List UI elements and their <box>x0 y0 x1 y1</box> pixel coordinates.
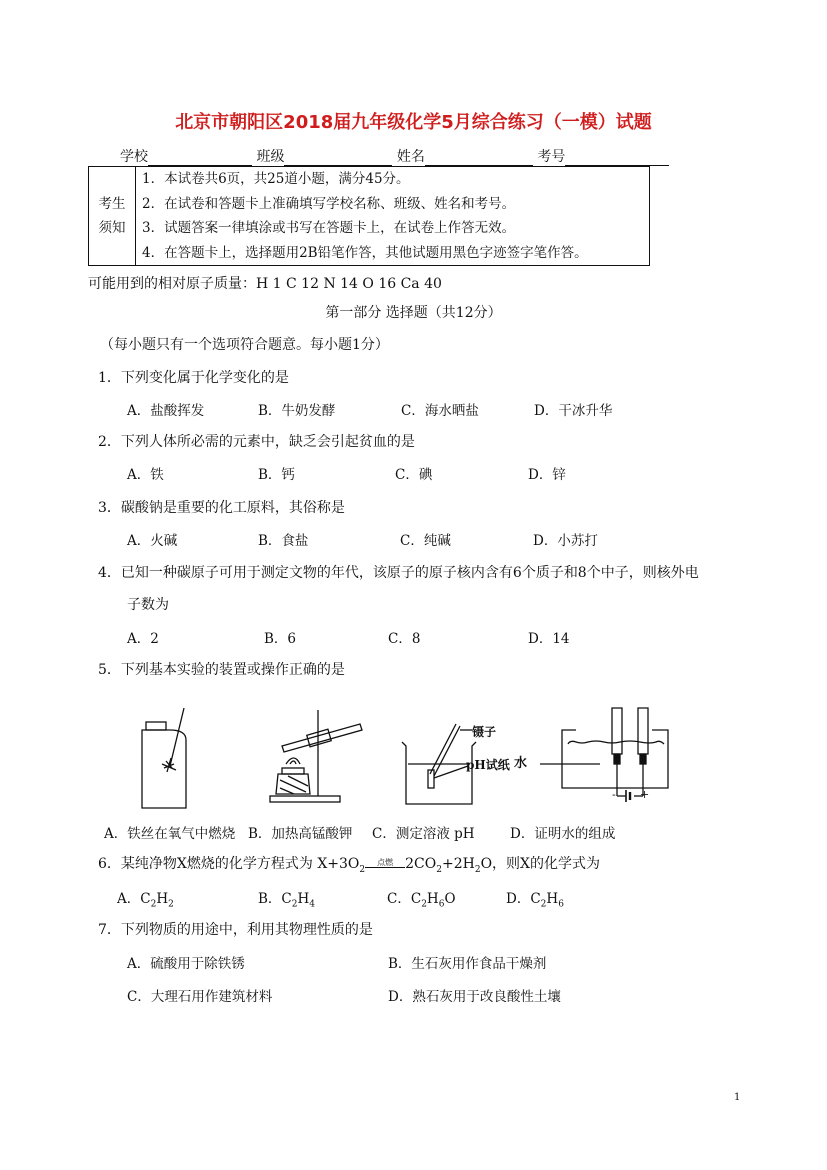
question-5-stem: 5．下列基本实验的装置或操作正确的是 <box>98 662 345 678</box>
bottle-neck <box>146 722 166 730</box>
test-tube <box>282 724 362 752</box>
notice-items <box>136 167 650 266</box>
part1-note: （每小题只有一个选项符合题意。每小题1分） <box>100 337 389 353</box>
stand-base <box>270 796 340 802</box>
field-class-line[interactable] <box>284 151 392 166</box>
question-4-stem: 4．已知一种碳原子可用于测定文物的年代，该原子的原子核内含有6个质子和8个中子，则核外电 <box>98 565 699 581</box>
iron-wire <box>170 708 184 766</box>
student-info-fields <box>120 146 669 166</box>
test-tube-left <box>612 708 622 754</box>
q7-option-b[interactable]: B．生石灰用作食品干燥剂 <box>388 956 547 972</box>
field-id-label: 考号 <box>537 149 566 165</box>
q3-option-a[interactable]: A．火碱 <box>127 533 178 549</box>
water-surface <box>568 741 664 744</box>
q4-option-b[interactable]: B．6 <box>264 631 297 647</box>
label-tweezers: 镊子 <box>472 725 497 739</box>
q4-option-a[interactable]: A．2 <box>127 631 159 647</box>
notice-item: 2．在试卷和答题卡上准确填写学校名称、班级、姓名和考号。 <box>142 195 516 212</box>
label-water: 水 <box>514 756 528 771</box>
q7-option-d[interactable]: D．熟石灰用于改良酸性土壤 <box>388 989 561 1005</box>
q2-option-d[interactable]: D．锌 <box>528 467 566 483</box>
q6-option-c[interactable]: C．$C_2H_6O$ <box>387 891 456 910</box>
q4-option-c[interactable]: C．8 <box>388 631 421 647</box>
notice-item: 4．在答题卡上，选择题用2B铅笔作答，其他试题用黑色字迹签字笔作答。 <box>142 244 588 261</box>
q2-option-b[interactable]: B．钙 <box>258 467 295 483</box>
field-school-label: 学校 <box>120 149 148 165</box>
atomic-mass-line: 可能用到的相对原子质量：H 1 C 12 N 14 O 16 Ca 40 <box>88 276 442 292</box>
beaker <box>402 742 476 804</box>
label-plus: + <box>640 788 650 801</box>
q6-option-a[interactable]: A．$C_2H_2$ <box>117 891 174 910</box>
question-3-stem: 3．碳酸钠是重要的化工原料，其俗称是 <box>98 500 345 516</box>
figure-iron-wire-burning <box>140 706 200 812</box>
q2-option-c[interactable]: C．碘 <box>395 467 433 483</box>
label-minus: - <box>612 788 616 801</box>
figure-water-electrolysis <box>540 704 700 804</box>
notice-box <box>88 166 650 266</box>
gas-bottle <box>142 730 186 808</box>
question-7-stem: 7．下列物质的用途中，利用其物理性质的是 <box>98 922 373 938</box>
q6-option-b[interactable]: B．$C_2H_4$ <box>258 891 316 910</box>
field-name-line[interactable] <box>425 151 533 166</box>
field-name-label: 姓名 <box>396 149 425 165</box>
figure-heating-kmno4 <box>264 706 372 804</box>
field-class-label: 班级 <box>256 149 285 165</box>
q3-option-b[interactable]: B．食盐 <box>258 533 309 549</box>
question-1-stem: 1．下列变化属于化学变化的是 <box>98 370 289 386</box>
notice-head: 考生 须知 <box>89 167 136 266</box>
q1-option-d[interactable]: D．干冰升华 <box>534 403 613 419</box>
q3-option-c[interactable]: C．纯碱 <box>400 533 451 549</box>
q5-option-c[interactable]: C．测定溶液 pH <box>372 826 475 842</box>
notice-item: 3．试题答案一律填涂或书写在答题卡上，在试卷上作答无效。 <box>142 220 516 236</box>
field-school-line[interactable] <box>148 151 252 166</box>
question-6-stem: 6．某纯净物X燃烧的化学方程式为 $X+3O_2$ 点燃 $2CO_2+2H_2O$，则X的化学式为 <box>98 856 601 875</box>
q7-option-c[interactable]: C．大理石用作建筑材料 <box>127 989 273 1005</box>
page-title: 北京市朝阳区2018届九年级化学5月综合练习（一模）试题 <box>175 112 652 133</box>
test-tube-right <box>638 708 648 754</box>
q5-option-d[interactable]: D．证明水的组成 <box>510 826 616 842</box>
page-number: 1 <box>734 1092 741 1103</box>
q1-option-b[interactable]: B．牛奶发酵 <box>258 403 336 419</box>
electrode-left <box>614 754 620 764</box>
notice-item: 1．本试卷共6页，共25道小题，满分45分。 <box>142 171 410 187</box>
q1-option-a[interactable]: A．盐酸挥发 <box>127 403 205 419</box>
lamp-cap <box>282 768 304 774</box>
q3-option-d[interactable]: D．小苏打 <box>533 533 598 549</box>
field-id-line[interactable] <box>565 151 669 166</box>
part1-title: 第一部分 选择题（共12分） <box>325 305 502 321</box>
q6-option-d[interactable]: D．$C_2H_6$ <box>506 891 564 910</box>
q5-option-b[interactable]: B．加热高锰酸钾 <box>248 826 353 842</box>
q7-option-a[interactable]: A．硫酸用于除铁锈 <box>127 956 245 972</box>
q4-option-d[interactable]: D．14 <box>528 631 570 647</box>
q1-option-c[interactable]: C．海水晒盐 <box>401 403 479 419</box>
question-2-stem: 2．下列人体所必需的元素中，缺乏会引起贫血的是 <box>98 434 415 450</box>
q2-option-a[interactable]: A．铁 <box>127 467 164 483</box>
reaction-arrow: 点燃 <box>365 865 405 868</box>
question-4-stem-cont: 子数为 <box>127 597 169 613</box>
q5-option-a[interactable]: A．铁丝在氧气中燃烧 <box>104 826 236 842</box>
electrode-right <box>640 754 646 764</box>
label-ph-paper: pH试纸 <box>466 758 510 772</box>
tweezers <box>430 724 456 774</box>
